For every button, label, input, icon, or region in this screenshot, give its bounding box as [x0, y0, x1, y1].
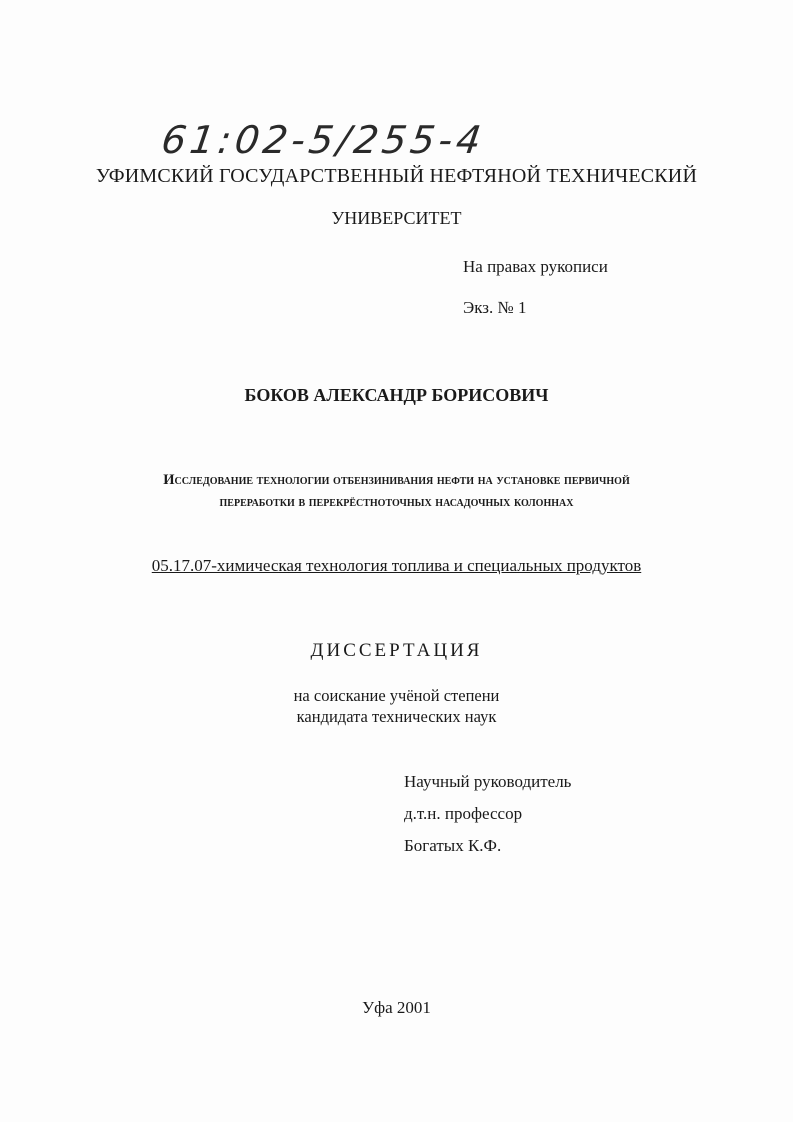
specialty-code: 05.17.07-химическая технология топлива и специальных продуктов [151, 556, 642, 575]
university-name-line1: УФИМСКИЙ ГОСУДАРСТВЕННЫЙ НЕФТЯНОЙ ТЕХНИЧЕСКИЙ [95, 165, 698, 187]
thesis-title-line1: Исследование технологии отбензинивания нефти на установке первичной [163, 472, 630, 488]
degree-line2: кандидата технических наук [296, 707, 497, 726]
supervisor-title: Научный руководитель [404, 772, 572, 791]
handwritten-call-number: 61:02-5/255-4 [158, 118, 488, 162]
university-name-line2: УНИВЕРСИТЕТ [331, 208, 462, 228]
supervisor-rank: д.т.н. профессор [404, 804, 523, 823]
copy-number: Экз. № 1 [463, 298, 527, 317]
author-name: БОКОВ АЛЕКСАНДР БОРИСОВИЧ [244, 385, 549, 405]
supervisor-name: Богатых К.Ф. [404, 836, 502, 855]
thesis-title-line2: переработки в перекрёстноточных насадочных колоннах [219, 494, 574, 510]
place-year: Уфа 2001 [362, 998, 431, 1017]
degree-line1: на соискание учёной степени [293, 686, 500, 705]
rights-notice: На правах рукописи [463, 257, 608, 276]
document-type: ДИССЕРТАЦИЯ [310, 640, 483, 661]
